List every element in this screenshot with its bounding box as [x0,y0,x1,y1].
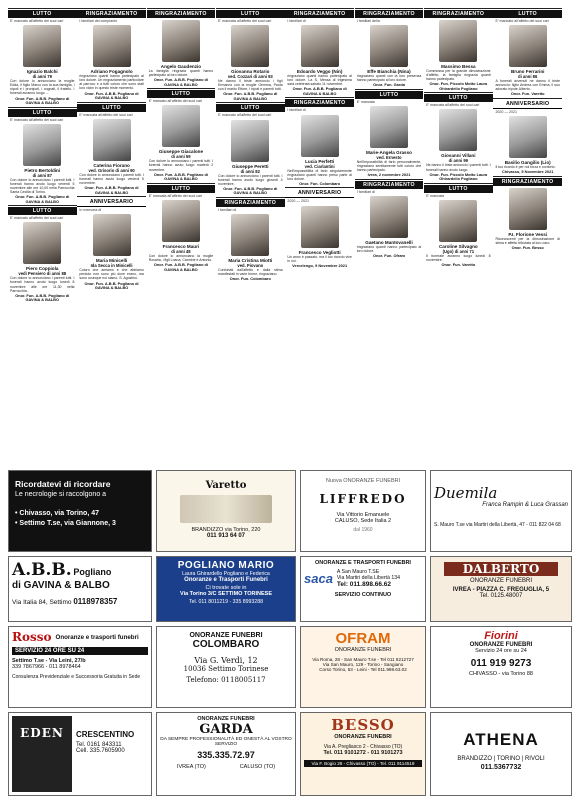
ad-colombaro-phone: Telefono: 0118005117 [186,676,266,684]
ad-garda-title: ONORANZE FUNEBRI [197,716,255,722]
obituary-card [8,107,77,206]
obituary-header: LUTTO [493,10,562,18]
ad-garda-phone: 335.335.72.97 [197,750,255,760]
funeral-home: Onor. Fun. Besso [511,244,544,250]
obituary-header: RINGRAZIAMENTO [285,10,354,18]
portrait-photo [439,109,477,151]
ad-dalberto-addr: IVREA - PIAZZA C. FREGUGLIA, 5 [452,587,550,593]
obituary-header: RINGRAZIAMENTO [493,178,562,186]
ad-colombaro-city: 10036 Settimo Torinese [183,665,269,673]
obituary-text: Un anno è passato, ma il tuo ricordo vive in noi. [287,254,352,263]
portrait-photo [231,214,269,256]
funeral-home: Vercelengo, 9 Novembre 2021 [292,262,348,268]
funeral-home: Onor. Fun. Varetto [510,91,545,97]
portrait-photo [93,214,131,256]
ad-ofram [300,626,426,708]
ad-ricordatevi [8,470,152,552]
obituary-header: LUTTO [355,91,424,99]
obituary-subtitle: 2020 — 2021 [287,199,309,204]
deceased-name: Giuseppe Giacalone [158,149,204,155]
obituary-subtitle: I familiari di [218,207,237,212]
ad-besso-foot: Via F. Bogio 26 - Chivasso (TO) - Tel. 011 9114519 [304,760,422,767]
obituary-column [8,8,77,464]
portrait-photo [162,105,200,147]
ad-pogliano-addr1: Ci trovate sole in [205,585,247,591]
ad-duemila-sub: Franca Rampin & Luca Grassan [482,502,568,508]
ad-saca [300,556,426,622]
ad-besso-addr: Via A. Pregliasco 2 - Chivasso (TO) [323,744,403,750]
deceased-name: Lucia Perfetti [305,158,335,164]
ad-saca-foot: SERVIZIO CONTINUO [334,592,392,598]
ad-athena-cities: BRANDIZZO | TORINO | RIVOLI [457,756,545,762]
obituary-card [285,97,354,187]
obituary-card [285,8,354,97]
obituary-subtitle: E' mancato all'affetto dei suoi cari [10,19,64,23]
ad-varetto-name: Varetto [205,480,247,491]
deceased-age: di anni 59 [171,154,191,160]
ad-fiorini-title: ONORANZE FUNEBRI [469,642,533,648]
ad-saca-title: ONORANZE E TRASPORTI FUNEBRI [315,560,411,566]
ad-saca-addr: A San Mauro T.SE [336,569,380,575]
obituary-text: ringraziano quanti hanno partecipato al loro dolore. Un ringraziamento particolare al parroco e a tutti coloro che sono stati loro vicini in questo triste momento. [79,74,144,91]
obituary-subtitle: E' mancata all'affetto dei suoi cari [218,19,272,23]
ad-abb-addr: Via Italia 84, Settimo [12,599,72,606]
obituary-text: Confortati dall'affetto e dalla stima manifestati in varie forme, ringraziano. [218,268,283,277]
ad-colombaro-addr: Via G. Verdi, 12 [194,656,258,665]
obituary-subtitle: I familiari della [356,19,380,23]
portrait-photo [231,120,269,162]
obituary-text: ringraziano quanti hanno partecipato al loro dolore. La S. Messa di trigesima sarà celebrata sabato 11 novembre. [287,74,352,87]
obituary-subtitle: E' mancato all'affetto dei suoi cari [10,216,64,221]
portrait-photo [23,25,61,67]
ad-varetto-phone: 011 913 64 07 [206,533,246,539]
deceased-name: Adriano Fogagnolo [90,69,133,75]
deceased-age: di anni 86 [518,74,538,80]
funeral-home: Onor. Fun. A.B.B. Pogliano di GAVINA & BALBO [292,86,347,96]
obituary-header: LUTTO [424,94,493,102]
obituary-text: ringraziano quanti hanno partecipato al loro dolore. [356,245,422,254]
deceased-name: Basilio Gangilio (Lio) [504,160,551,166]
funeral-home: Onor. Fun. Garda [373,82,405,88]
ad-abb-line1b: Pogliano [73,567,112,577]
obituary-text: Il tuo ricordo è per noi forza e conforto. [495,165,556,170]
deceased-name: Angelo Gaudenzio [160,64,202,69]
ad-athena-phone: 011.5367732 [480,764,522,771]
obituary-card [355,179,424,260]
obituary-text: Il funerale avranno luogo lunedì 8 novembre. [426,253,491,262]
obituary-header: LUTTO [424,185,493,193]
ad-liffredo-name: LIFFREDO [319,492,407,506]
ad-rosso-phone: 339 7867966 - 011 8978464 [12,664,81,670]
ad-ricordatevi-title: Ricordatevi di ricordare [15,479,111,489]
obituary-card [147,88,216,182]
obituary-subtitle: E' mancata all'affetto dei suoi cari [148,193,202,198]
ad-besso-top-name: Nuova ONORANZE FUNEBRI [325,478,401,484]
ad-besso-phone: Tel. 011 9101272 - 011 9101273 [323,750,403,756]
ad-garda-city1: IVREA (TO) [176,764,206,770]
ad-fiorini-addr: CHIVASSO - via Torino 88 [469,671,533,677]
obituary-header: LUTTO [216,104,285,112]
deceased-name: Gaetano Mantovanelli [365,240,413,246]
ad-dalberto [430,556,572,622]
obituary-text: Con dolore lo annunciano la moglie Edda, il figlio Marco con la sua famiglia, i nipoti e i pronipoti, i cognati, il fratello. I funerali avranno luogo ... [10,79,75,96]
ad-rosso-foot: Consulenza Previdenziale e Successoria Gratuita in Sede [12,674,141,680]
deceased-name: Caroline Silvagno [438,243,478,249]
obituary-text: Nell'impossibilità di farlo singolarmente ringraziano quanti hanno preso parte al loro dolore. [287,168,352,181]
ad-varetto-addr: BRANDIZZO via Torino, 220 [191,527,261,533]
deceased-name: Marie-Angela Grasso [366,150,412,156]
obituary-card [77,102,146,196]
ad-rosso-name: Rosso [12,630,52,644]
obituary-card [424,183,493,269]
obituary-subtitle: In memoria di [79,208,102,213]
obituary-header: LUTTO [77,104,146,112]
ad-saca-name: saca [304,571,333,586]
portrait-photo [301,25,339,67]
deceased-age: vedì Pensiero di anni 88 [18,271,67,277]
deceased-name: Francesco Mauri [162,243,200,249]
obituary-card [355,8,424,89]
ad-fiorini-phone: 011 919 9273 [470,658,532,669]
funeral-home: Onor. Fun. A.B.B. Pogliano di GAVINA & BALBO [15,95,70,106]
obituary-header: RINGRAZIAMENTO [355,10,424,18]
deceased-name: Giovanna Rotario [231,69,270,75]
obituary-subtitle: E' mancato all'affetto dei suoi cari [148,99,202,104]
obituary-header: LUTTO [147,185,216,193]
ad-garda-name: GARDA [199,722,253,737]
obituary-card [424,8,493,92]
portrait-photo [439,200,477,242]
ad-abb [8,556,152,622]
ad-saca-phone: Tel: 011.898.66.62 [336,581,392,588]
ad-rosso-service: SERVIZIO 24 ORE SU 24 [12,647,148,655]
portrait-photo [509,25,547,67]
ad-abb-line1: A.B.B. [12,560,72,580]
obituary-card [8,8,77,107]
obituary-card [493,98,562,176]
funeral-home: Onor. Fun. A.B.B. Pogliano di GAVINA & BALBO [153,262,208,272]
obituary-subtitle: E' mancata [356,99,375,104]
deceased-age: ved. Grisorio di anni 90 [88,167,135,173]
obituary-text: La famiglia ringrazia quanti hanno partecipato al loro dolore. [148,69,214,78]
obituary-column [216,8,285,464]
obituary-header: LUTTO [8,109,77,117]
obituary-grid [8,8,572,464]
obituary-header: RINGRAZIAMENTO [424,10,493,18]
obituary-card [355,89,424,179]
obituary-header: LUTTO [8,207,77,215]
obituary-header: ANNIVERSARIO [77,198,146,207]
deceased-age: di anni 87 [32,172,52,178]
obituary-column [285,8,354,464]
obituary-text: Con dolore lo annunciano i parenti tutti. I funerali hanno avuto luogo venerdì 5 novembre. [79,172,144,185]
obituary-text: Riconoscenti per la dimostrazione di stima e affetto tributata al loro caro. [495,236,560,245]
ad-rosso [8,626,152,708]
obituary-header: RINGRAZIAMENTO [285,99,354,107]
obituary-column [493,8,562,464]
obituary-header: RINGRAZIAMENTO [77,10,146,18]
deceased-age: di anni 48 [171,248,191,254]
portrait-photo [231,25,269,67]
ad-eden-name: EDEN [20,726,64,740]
obituary-card [147,183,216,273]
ad-pogliano-line: Onoranze e Trasporti Funebri [184,577,268,583]
obituary-card [8,205,77,304]
portrait-photo [370,25,408,67]
ad-rosso-addr: Settimo T.se - Via Leini, 27/b [12,658,86,664]
ad-ricordatevi-line2: • Settimo T.se, via Giannone, 3 [15,520,116,527]
deceased-name: Pietro Bertoldini [24,167,61,173]
obituary-card [216,102,285,196]
funeral-home: Onor. Fun. Piccolo Motto Laura Ghirardello Pogliano [429,171,488,182]
portrait-photo [93,119,131,161]
obituary-card [285,187,354,269]
deceased-name: Giovanni Villani [441,153,476,159]
ad-duemila-addr: S. Mauro T.se via Martiri della Libertà, 47 - 011 822 04 68 [434,522,561,528]
portrait-photo [162,200,200,242]
deceased-name: Bruno Ferrarini [510,69,545,75]
funeral-home: Onor. Fun. Colombaro [229,276,271,282]
ad-fiorini-name: Fiorini [484,630,518,642]
ad-ofram-name: OFRAM [335,630,391,647]
ad-garda-city2: CALUSO (TO) [239,764,276,770]
obituary-text: Commossa per la grande dimostrazione d'affetto, la famiglia ringrazia quanti hanno partecipato. [426,69,491,82]
ad-varetto [156,470,296,552]
deceased-age: di anni 99 [448,158,468,164]
ad-ofram-addr3: Corso Torino, 53 - Leini - Tel 011.998.63.02 [319,667,407,672]
funeral-home: Onor. Fun. A.B.B. Pogliano di GAVINA & BALBO [84,90,139,101]
ad-fiorini [430,626,572,708]
deceased-name: Massimo Bessa [441,64,476,69]
ad-duemila-name: Duemila [434,484,498,502]
ad-colombaro [156,626,296,708]
obituary-card [147,8,216,88]
ad-abb-phone: 0118978357 [73,597,118,606]
obituary-subtitle: E' mancato all'affetto dei suoi cari [218,113,272,118]
ad-pogliano-name: POGLIANO MARIO [177,560,275,571]
deceased-age: di anni 79 [32,74,52,80]
obituary-text: ringraziano quanti con la loro presenza hanno partecipato al loro dolore. [356,74,422,83]
ad-eden-phone: Tel. 0161 843311 [76,742,122,748]
ad-fiorini-service: Servizio 24 ore su 24 [475,648,527,654]
ad-saca-addr2: Via Martiri della Libertà 134 [336,575,400,581]
obituary-header: RINGRAZIAMENTO [216,199,285,207]
obituary-column [77,8,146,464]
deceased-age: ved. Ernesto [376,155,402,161]
funeral-home: Onor. Fun. A.B.B. Pogliano di GAVINA & BALBO [15,292,70,303]
deceased-age: ved. Ciarlantini [304,163,335,169]
advertisement-grid [8,470,572,796]
obituary-card [216,8,285,102]
ad-liffredo-addr1: Via Vittorio Emanuele [336,512,390,518]
ad-dalberto-sub: ONORANZE FUNEBRI [469,578,532,584]
ad-besso [300,712,426,796]
ad-besso-top-caption: dal 1960 [353,527,373,533]
ad-pogliano-sub: Laura Ghirardello Pogliano e Federica [182,571,270,577]
obituary-subtitle: E' mancato all'affetto dei suoi cari [495,19,549,23]
obituary-text: Con dolore lo annunciano i parenti tutti. I funerali hanno avuto luogo lunedì 8 novembre alle ore 11,30 nella Parrocchia. [10,276,75,293]
obituary-subtitle: E' mancato all'affetto dei suoi cari [10,117,64,122]
portrait-photo [162,20,200,62]
obituary-header: RINGRAZIAMENTO [355,181,424,189]
portrait-photo [93,25,131,67]
deceased-name: Giuseppe Peretti [232,163,269,169]
obituary-header: ANNIVERSARIO [493,100,562,109]
deceased-age: ved. Cozzari di anni 93 [227,74,273,80]
obituary-text: Coloro che amiamo e che abbiamo perduto non sono più dove erano, ma sono ovunque noi siamo. S. Agostino. [79,268,144,281]
funeral-home: Onor. Fun. A.B.B. Pogliano di GAVINA & BALBO [84,280,139,291]
ad-athena-name: ATHENA [463,730,539,749]
portrait-photo [301,206,339,248]
obituary-text: Ne danno il triste annuncio i figli Ermanno con la moglie Gemma, Paola con il marito Ettore, i nipoti e parenti tutti. [218,79,283,92]
obituary-header: LUTTO [147,90,216,98]
funeral-home: Onor. Fun. Colombaro [299,180,341,186]
ad-colombaro-name: COLOMBARO [192,639,260,650]
portrait-photo [370,196,408,238]
funeral-home: Ivrea, 2 novembre 2021 [367,172,411,178]
obituary-card [424,92,493,182]
obituary-column [355,8,424,464]
obituary-header: ANNIVERSARIO [285,189,354,198]
ad-liffredo-addr2: CALUSO, Sede Italia 2 [334,518,392,524]
obituary-subtitle: 2020 — 2021 [495,109,518,114]
deceased-age: (Ugo) di anni 71 [442,248,475,254]
funeral-home: Onor. Fun. A.B.B. Pogliano di GAVINA & BALBO [15,194,70,204]
obituary-text: A funerali avvenuti ne danno il triste annuncio: figlio Andrea con Emma, il suo adorato nipote Alberto. [495,79,560,92]
portrait-photo [509,116,547,158]
portrait-photo [301,115,339,157]
obituary-card [216,197,285,283]
funeral-home: Onor. Fun. A.B.B. Pogliano di GAVINA & BALBO [84,185,139,195]
portrait-photo [370,106,408,148]
ad-athena [430,712,572,796]
deceased-name: Piero Coppiola [26,266,59,272]
funeral-home: Onor. Fun. Ofram [373,253,405,259]
deceased-name: Maria Minicelli [95,258,128,264]
deceased-name: Ignazio Balchi [26,69,58,75]
obituary-subtitle: E' mancata all'affetto dei suoi cari [79,112,133,117]
portrait-photo [23,222,61,264]
ad-colombaro-title: ONORANZE FUNEBRI [189,632,263,639]
ad-duemila [430,470,572,552]
obituary-subtitle: E' mancata all'affetto dei suoi cari [426,103,480,108]
ad-ofram-sub: ONORANZE FUNEBRI [334,647,392,653]
ad-garda-sub: DA SEMPRE PROFESSIONALITÀ ED ONESTÀ AL VOSTRO SERVIZIO [160,737,292,747]
ad-dalberto-phone: Tel. 0125.48007 [479,593,523,599]
ad-garda [156,712,296,796]
obituary-text: Con dolore lo annunciano i parenti tutti. I funerali hanno avuto luogo giovedì 4 novembre. [218,173,283,186]
deceased-name: Effe Bianchia (Nina) [367,69,411,75]
deceased-name: Edoardo Veggo (Nin) [296,69,343,75]
ad-besso-title: ONORANZE FUNEBRI [334,734,392,740]
ad-besso-name: BESSO [331,716,395,734]
obituary-card [77,8,146,102]
obituary-subtitle: I familiari di [287,108,306,113]
obituary-card [493,8,562,98]
ad-rosso-title: Onoranze e trasporti funebri [55,633,139,641]
ad-ricordatevi-line1: • Chivasso, via Torino, 47 [15,510,100,517]
obituary-column [147,8,216,464]
deceased-age: di anni 82 [240,168,260,174]
ad-dalberto-name: DALBERTO [444,562,558,576]
ad-pogliano-addr2: Via Torino 3/C SETTIMO TORINESE [180,591,272,597]
ad-pogliano [156,556,296,622]
ad-pogliano-phone: Tel. 011 8011219 - 335 8993288 [189,599,263,605]
obituary-card [77,196,146,291]
ad-ofram-addr1: Via Roma, 28 - San Mauro T.se - Tel 011 8212727 [312,657,414,662]
portrait-photo [23,124,61,166]
obituary-subtitle: I familiari di [356,189,375,194]
obituary-header: RINGRAZIAMENTO [147,10,216,18]
obituary-header: LUTTO [216,10,285,18]
ad-varetto-image [180,495,272,523]
obituary-text: Con dolore lo annunciano la moglie Rosaria, i figli Loana, Carmine e Antonio. [148,253,214,262]
obituary-card [493,176,562,252]
obituary-subtitle: E' mancata [426,193,444,198]
ad-eden-city: CRESCENTINO [76,730,135,739]
portrait-photo [509,188,547,230]
ad-eden [8,712,152,796]
obituary-text: Con dolore lo annunciano i parenti tutti. I funerali hanno avuto luogo venerdì 5 novembre alle ore 10,00 nella Parrocchia Santa Cecilia di Torino. [10,177,75,195]
obituary-subtitle: I familiari del compianto [79,19,118,23]
portrait-photo [439,20,477,62]
deceased-name: Francesco Vegliotti [298,249,341,255]
ad-eden-cell: Cell. 335.7605900 [76,748,125,754]
funeral-home: Onor. Fun. A.B.B. Pogliano di GAVINA & BALBO [153,77,208,87]
ad-liffredo [300,470,426,552]
deceased-age: ved. Piovano [237,263,264,269]
obituary-text: Nell'impossibilità di farlo personalmente, ringraziano sentitamente tutti coloro che hanno partecipato. [356,160,422,173]
obituary-column [424,8,493,464]
ad-abb-line2: di GAVINA & BALBO [12,580,110,591]
ad-ricordatevi-subtitle: Le necrologie si raccolgono a [15,491,107,498]
deceased-name: Maria Cristina Miotti [228,258,273,264]
funeral-home: Onor. Fun. Varetto [441,262,476,268]
ad-ofram-addr2: Via San Mauro, 129 - Torino - Sangiano [322,662,404,667]
obituary-subtitle: I familiari di [287,19,306,23]
funeral-home: Onor. Fun. Piccolo Motto Laura Ghirardello Pogliano [429,81,488,91]
deceased-name: P.I. Florione Vessi [508,231,548,237]
deceased-name: Caterina Fiorano [93,162,130,168]
funeral-home: Chivasso, 5 Novembre 2021 [501,169,554,175]
obituary-header: LUTTO [8,10,77,18]
obituary-text: Con dolore lo annunciano i parenti tutti. I funerali hanno avuto luogo martedì 2 novembre. [148,159,214,172]
deceased-age: Ida Secca in Minicelli [90,263,133,269]
funeral-home: Onor. Fun. A.B.B. Pogliano di GAVINA & BALBO [153,171,208,182]
obituary-text: Ne danno il triste annuncio i parenti tutti. I funerali hanno avuto luogo. [426,163,491,172]
funeral-home: Onor. Fun. A.B.B. Pogliano di GAVINA & BALBO [223,185,278,196]
funeral-home: Onor. Fun. A.B.B. Pogliano di GAVINA & BALBO [223,91,278,101]
